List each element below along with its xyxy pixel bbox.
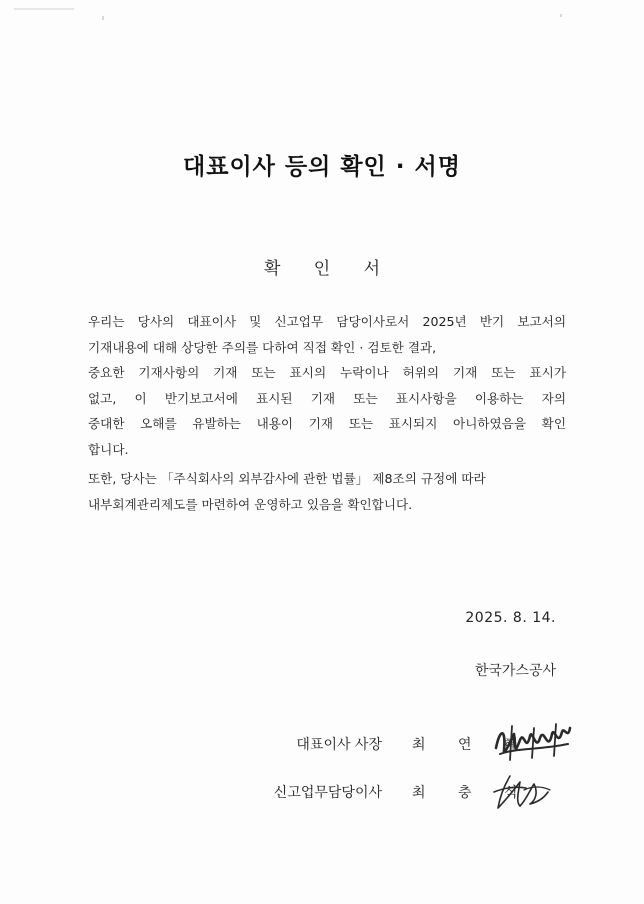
paragraph-line: 기재내용에 대해 상당한 주의를 다하여 직접 확인 · 검토한 결과,: [88, 339, 437, 355]
signatory-name-ceo: 최 연 혜: [412, 737, 532, 753]
signatory-name-disclosure-officer: 최 충 식: [412, 785, 532, 801]
paragraph-line: 중요한 기재사항의 기재 또는 표시의 누락이나 허위의 기재 또는 표시가: [88, 365, 566, 380]
signatory-role-ceo: 대표이사 사장: [296, 737, 382, 753]
document-date: 2025. 8. 14.: [465, 610, 556, 626]
paragraph-line: 없고, 이 반기보고서에 표시된 기재 또는 표시사항을 이용하는 자의: [88, 390, 566, 406]
company-name: 한국가스공사: [474, 663, 556, 679]
document-title: 대표이사 등의 확인 · 서명: [183, 154, 461, 180]
paragraph-line: 또한, 당사는 「주식회사의 외부감사에 관한 법률」 제8조의 규정에 따라: [88, 471, 486, 486]
document-subtitle: 확 인 서: [263, 259, 395, 279]
signatory-role-disclosure-officer: 신고업무담당이사: [273, 785, 382, 801]
scan-mark: [14, 8, 74, 10]
paragraph-line: 중대한 오해를 유발하는 내용이 기재 또는 표시되지 아니하였음을 확인: [88, 416, 566, 431]
paragraph-line: 합니다.: [88, 441, 129, 457]
scan-mark: [102, 16, 104, 20]
scan-mark: [560, 14, 562, 17]
internal-control-paragraph: [88, 466, 566, 517]
signature-disclosure-officer: [490, 770, 554, 812]
paragraph-line: 내부회계관리제도를 마련하여 운영하고 있음을 확인합니다.: [88, 496, 413, 512]
signature-ceo: [490, 718, 576, 766]
paragraph-line: 우리는 당사의 대표이사 및 신고업무 담당이사로서 2025년 반기 보고서의: [88, 314, 566, 329]
confirmation-paragraph: [88, 309, 566, 462]
